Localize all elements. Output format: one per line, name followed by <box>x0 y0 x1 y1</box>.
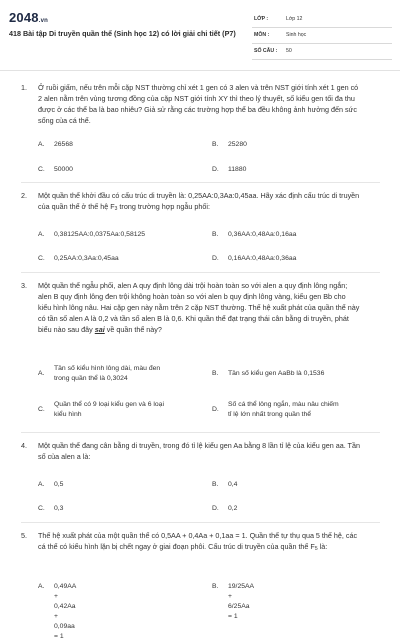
question-text-part: Một quần thể ngẫu phối, alen A quy định lông dài trội hoàn toàn so với alen a quy định lông ngắn; alen B quy định lông đen trội không hoàn toàn so với alen b quy định lông vàng, kiểu gen Bb cho kiểu hình lông nâu. Hai cặp gen này nằm trên 2 cặp NST thường. Thế hệ xuất phát của quần thể này có tần số alen A là 0,2 và tần số alen B là 0,6. Khi quần thể đạt trạng thái cân bằng di truyền, phát biểu nào sau đây <box>38 281 360 334</box>
option-text-line: Tần số kiểu hình lông dài, màu đen <box>54 365 161 372</box>
option-letter: D. <box>212 166 219 173</box>
option-letter: D. <box>212 406 219 413</box>
question-divider <box>21 182 380 183</box>
question-text-part: về quần thể này? <box>104 325 162 334</box>
option-text <box>228 400 388 420</box>
option-text-line: trong quần thể là 0,3024 <box>54 375 128 382</box>
option-letter: C. <box>38 255 45 262</box>
meta-row-subject <box>252 28 392 44</box>
meta-value: 50 <box>286 48 292 54</box>
question-divider <box>21 272 380 273</box>
option-letter: D. <box>212 505 219 512</box>
question-text <box>38 530 360 555</box>
option-letter: B. <box>212 481 219 488</box>
question-number: 5. <box>21 531 27 540</box>
option-letter: C. <box>38 505 45 512</box>
meta-value: Lớp 12 <box>286 16 303 22</box>
logo-main-text: 2048 <box>9 10 39 25</box>
option-text: 19/25AA + 6/25Aa = 1 <box>228 583 254 620</box>
logo-tld-text: .vn <box>38 18 49 24</box>
question-number: 2. <box>21 191 27 200</box>
option-letter: A. <box>38 141 45 148</box>
question-text <box>38 190 360 215</box>
meta-row-grade <box>252 12 392 28</box>
option-text: 0,36AA:0,48Aa:0,16aa <box>228 231 297 238</box>
option-letter: C. <box>38 406 45 413</box>
question-text-part: Thế hệ xuất phát của một quần thể có 0,5AA + 0,4Aa + 0,1aa = 1. Quần thể tự thụ qua 5 thế hệ, các cá thể có kiểu hình lặn bị chết ngay ở giai đoạn phôi. Cấu trúc di truyền của quần thể F <box>38 531 358 551</box>
document-header <box>0 0 400 66</box>
option-text-line: Quần thể có 9 loại kiểu gen và 6 loại <box>54 401 164 408</box>
option-text: Tần số kiểu gen AaBb là 0,1536 <box>228 370 325 377</box>
option-text: 25280 <box>228 141 247 148</box>
question-text-part: là: <box>317 542 328 551</box>
option-letter: C. <box>38 166 45 173</box>
option-text: 26568 <box>54 141 73 148</box>
question-number: 3. <box>21 281 27 290</box>
generation-subscript: 3 <box>114 206 118 212</box>
site-logo[interactable] <box>9 10 48 25</box>
question-text: Một quần thể đang cân bằng di truyền, trong đó tỉ lệ kiểu gen Aa bằng 8 lần tỉ lệ của kiểu gen aa. Tần số của alen a là: <box>38 441 360 461</box>
option-text <box>54 400 214 420</box>
option-text: 0,2 <box>228 505 238 512</box>
question-text: Ở ruồi giấm, nếu trên mỗi cặp NST thường chỉ xét 1 gen có 3 alen và trên NST giới tính xét 1 gen có 2 alen nằm trên vùng tương đồng của cặp NST giới tính XY thì theo lý thuyết, số kiểu gen tối đa thu được ở các thể ba là bao nhiêu? Giả sử rằng các trường hợp thể ba đều không ảnh hưởng đến sức sống của cá thể. <box>38 83 359 125</box>
meta-row-question-count <box>252 44 392 60</box>
option-text: 0,25AA:0,3Aa:0,45aa <box>54 255 119 262</box>
option-text-line: Số cá thể lông ngắn, màu nâu chiếm <box>228 401 339 408</box>
option-text-line: kiểu hình <box>54 411 82 418</box>
meta-label: LỚP : <box>254 16 269 22</box>
question-number: 4. <box>21 441 27 450</box>
option-letter: B. <box>212 231 219 238</box>
question-text-part: trong trường hợp ngẫu phối: <box>117 202 210 211</box>
option-letter: A. <box>38 583 45 590</box>
option-letter: A. <box>38 370 45 377</box>
document-meta-table <box>252 12 392 60</box>
option-letter: A. <box>38 231 45 238</box>
question-number: 1. <box>21 83 27 92</box>
emphasized-word: sai <box>94 325 105 334</box>
option-text-line: tỉ lệ lớn nhất trong quần thể <box>228 411 312 418</box>
option-letter: B. <box>212 370 219 377</box>
question-text-part: Một quần thể khởi đầu có cấu trúc di truyền là: 0,25AA:0,3Aa:0,45aa. Hãy xác định cấu trúc di truyền của quần thể ở thế hệ F <box>38 191 360 211</box>
meta-value: Sinh học <box>286 32 307 38</box>
option-text: 11880 <box>228 166 247 173</box>
option-text: 0,4 <box>228 481 238 488</box>
question-divider <box>21 432 380 433</box>
question-divider <box>21 522 380 523</box>
option-text: 0,3 <box>54 505 64 512</box>
option-text: 50000 <box>54 166 73 173</box>
option-text: 0,16AA:0,48Aa:0,36aa <box>228 255 297 262</box>
document-title: 418 Bài tập Di truyền quần thể (Sinh học 12) có lời giải chi tiết (P7) <box>9 29 236 38</box>
option-letter: B. <box>212 141 219 148</box>
generation-subscript: 5 <box>314 546 318 552</box>
option-letter: D. <box>212 255 219 262</box>
option-letter: A. <box>38 481 45 488</box>
question-text <box>38 280 360 335</box>
option-text: 0,49AA + 0,42Aa + 0,09aa = 1 <box>54 583 76 640</box>
header-divider <box>0 70 400 71</box>
option-text <box>54 364 214 384</box>
option-text: 0,38125AA:0,0375Aa:0,58125 <box>54 231 146 238</box>
meta-label: MÔN : <box>254 32 270 38</box>
option-letter: B. <box>212 583 219 590</box>
meta-label: SỐ CÂU : <box>254 48 278 54</box>
option-text: 0,5 <box>54 481 64 488</box>
